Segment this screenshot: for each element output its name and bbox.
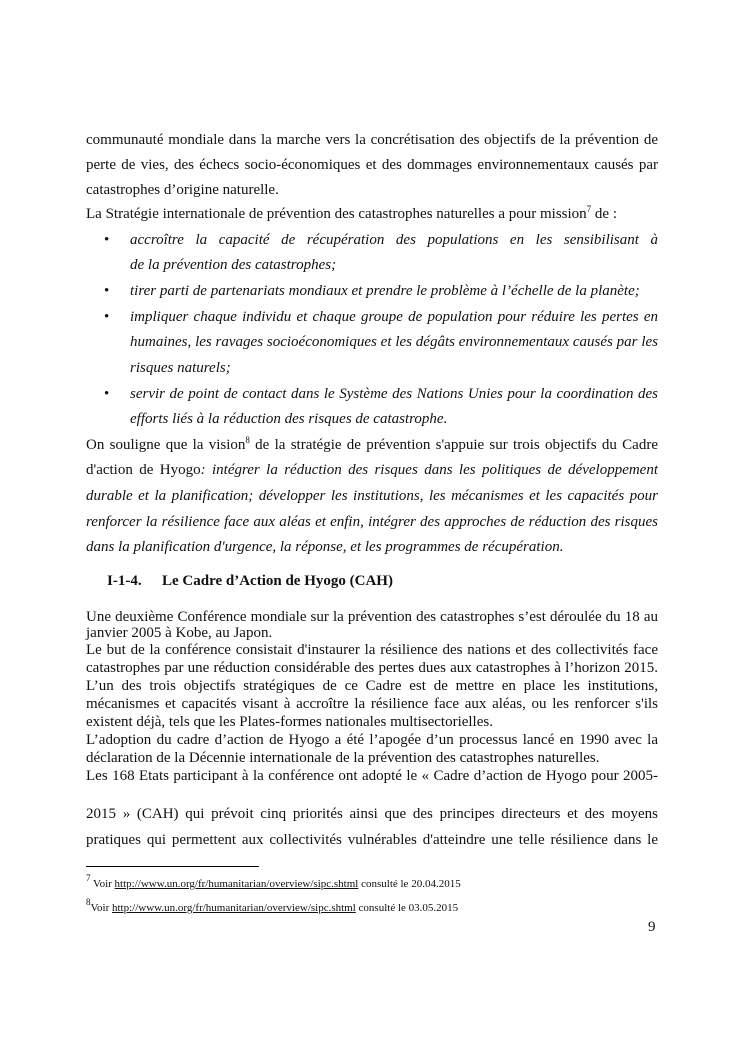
bullet-icon: • [104, 232, 110, 248]
body-text-line: janvier 2005 à Kobe, au Japon. [86, 625, 273, 641]
body-text-line: mécanismes et capacités visant à accroître la résilience face aux aléas, ou les renforcer s'ils [86, 696, 658, 712]
body-text-line: 2015 » (CAH) qui prévoit cinq priorités ainsi que des principes directeurs et des moyens [86, 806, 658, 822]
body-text-line: catastrophes d’origine naturelle. [86, 182, 279, 198]
body-text-line: L’un des trois objectifs stratégiques de ce Cadre est de mettre en place les institutions, [86, 678, 658, 694]
vision-line: dans la planification d'urgence, la réponse, et les programmes de récupération. [86, 539, 564, 555]
bullet-text-line: risques naturels; [130, 360, 231, 376]
footnote-ref-7[interactable]: 7 [586, 204, 592, 214]
footnote-separator [86, 866, 259, 867]
bullet-text-line: servir de point de contact dans le Système des Nations Unies pour la coordination des [130, 386, 658, 402]
vision-line [86, 460, 658, 480]
bullet-icon: • [104, 386, 110, 402]
vision-line [86, 435, 658, 455]
footnote-text: consulté le 20.04.2015 [358, 878, 461, 890]
bullet-text-line: impliquer chaque individu et chaque groupe de population pour réduire les pertes en [130, 309, 658, 325]
body-text-line: pratiques qui permettent aux collectivités vulnérables d'atteindre une telle résilience dans le [86, 832, 658, 848]
vision-italic-text: : intégrer la réduction des risques dans les politiques de développement [200, 462, 658, 478]
page-number: 9 [648, 919, 656, 935]
bullet-text-line: efforts liés à la réduction des risques de catastrophe. [130, 411, 448, 427]
mission-line [86, 204, 658, 224]
footnote-text: Voir [90, 878, 115, 890]
footnote-text: Voir [90, 902, 112, 914]
footnote-8 [86, 897, 459, 915]
footnote-number: 7 [86, 873, 91, 883]
body-text-line: déclaration de la Décennie internationale de la prévention des catastrophes naturelles. [86, 750, 600, 766]
bullet-text-line: de la prévention des catastrophes; [130, 257, 337, 273]
vision-text: de la stratégie de prévention s'appuie sur trois objectifs du Cadre [249, 437, 658, 453]
body-text-line: existent déjà, tels que les Plates-formes nationales multisectorielles. [86, 714, 493, 730]
body-text-line: perte de vies, des échecs socio-économiques et des dommages environnementaux causés par [86, 157, 658, 173]
body-text-line: communauté mondiale dans la marche vers la concrétisation des objectifs de la prévention de [86, 132, 658, 148]
bullet-text-line: accroître la capacité de récupération des populations en les sensibilisant à [130, 232, 658, 248]
body-text-line: Le but de la conférence consistait d'instaurer la résilience des nations et des collectivités face [86, 642, 658, 658]
vision-text: d'action de Hyogo [86, 462, 201, 478]
body-text-line: L’adoption du cadre d’action de Hyogo a été l’apogée d’un processus lancé en 1990 avec la [86, 732, 658, 748]
body-text-line: Les 168 Etats participant à la conférence ont adopté le « Cadre d’action de Hyogo pour 2005- [86, 768, 658, 784]
mission-text-end: de : [591, 206, 617, 222]
footnote-link[interactable]: http://www.un.org/fr/humanitarian/overview/sipc.shtml [112, 902, 356, 914]
footnote-ref-8[interactable]: 8 [245, 435, 250, 445]
footnote-link[interactable]: http://www.un.org/fr/humanitarian/overview/sipc.shtml [114, 878, 359, 890]
bullet-text-line: tirer parti de partenariats mondiaux et prendre le problème à l’échelle de la planète; [130, 283, 640, 299]
vision-line: durable et la planification; développer les institutions, les mécanismes et les capacités pour [86, 488, 658, 504]
body-text-line: catastrophes par une réduction considérable des pertes dues aux catastrophes à l’horizon 2015. [86, 660, 658, 676]
bullet-icon: • [104, 309, 110, 325]
vision-text: On souligne que la vision [86, 437, 246, 453]
bullet-icon: • [104, 283, 110, 299]
vision-line: renforcer la résilience face aux aléas et enfin, intégrer des approches de réduction des risques [86, 514, 658, 530]
footnote-text: consulté le 03.05.2015 [355, 902, 459, 914]
body-text-line: Une deuxième Conférence mondiale sur la prévention des catastrophes s’est déroulée du 18 au [86, 609, 658, 625]
footnote-number: 8 [86, 897, 91, 907]
footnote-7 [86, 873, 461, 891]
section-number: I-1-4. [107, 573, 142, 589]
bullet-text-line: humaines, les ravages socioéconomiques et les dégâts environnementaux causés par les [130, 334, 658, 350]
mission-text: La Stratégie internationale de prévention des catastrophes naturelles a pour mission [86, 206, 587, 222]
section-title: Le Cadre d’Action de Hyogo (CAH) [162, 573, 393, 589]
